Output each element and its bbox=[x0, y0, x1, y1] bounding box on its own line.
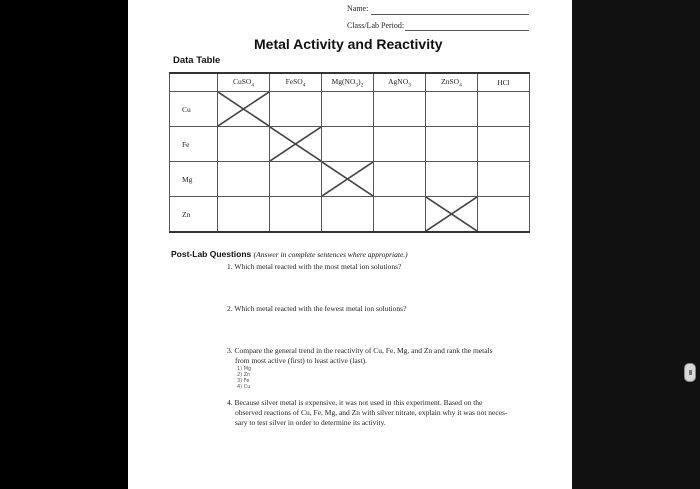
question-text: from most active (first) to least active (last). bbox=[235, 356, 368, 365]
scrollbar-handle[interactable]: III bbox=[684, 363, 696, 382]
observation-cell[interactable] bbox=[218, 127, 270, 162]
table-corner bbox=[170, 73, 218, 92]
column-header-cuso4: CuSO$_4$ bbox=[218, 73, 270, 92]
observation-cell[interactable] bbox=[322, 127, 374, 162]
post-lab-heading bbox=[171, 249, 408, 259]
row-header: Fe bbox=[170, 127, 218, 162]
observation-cell[interactable] bbox=[270, 92, 322, 127]
crossed-cell[interactable] bbox=[426, 197, 478, 233]
name-label: Name: bbox=[347, 4, 369, 13]
question-2 bbox=[227, 304, 406, 314]
crossed-cell[interactable] bbox=[218, 92, 270, 127]
observation-cell[interactable] bbox=[218, 162, 270, 197]
question-text: observed reactions of Cu, Fe, Mg, and Zn with silver nitrate, explain why it was not neces- bbox=[235, 408, 508, 417]
post-lab-title: Post-Lab Questions bbox=[171, 249, 252, 259]
observation-cell[interactable] bbox=[218, 197, 270, 233]
observation-cell[interactable] bbox=[478, 197, 530, 233]
question-4 bbox=[227, 398, 507, 428]
observation-cell[interactable] bbox=[478, 127, 530, 162]
column-header-hcl: HCl bbox=[478, 73, 530, 92]
question-text: Compare the general trend in the reactivity of Cu, Fe, Mg, and Zn and rank the metals bbox=[234, 346, 493, 355]
column-header-feso4: FeSO$_4$ bbox=[270, 73, 322, 92]
observation-cell[interactable] bbox=[322, 197, 374, 233]
observation-cell[interactable] bbox=[322, 92, 374, 127]
question-1 bbox=[227, 262, 401, 272]
table-row bbox=[170, 92, 530, 127]
answer-line: 1) Mg bbox=[237, 366, 252, 372]
observation-cell[interactable] bbox=[374, 92, 426, 127]
data-table-label: Data Table bbox=[173, 55, 221, 66]
name-field[interactable] bbox=[371, 14, 529, 15]
table-row bbox=[170, 127, 530, 162]
post-lab-note: (Answer in complete sentences where appropriate.) bbox=[253, 250, 408, 259]
observation-cell[interactable] bbox=[374, 197, 426, 233]
worksheet-page bbox=[128, 0, 572, 489]
answer-line: 3) Fe bbox=[237, 378, 250, 384]
cross-mark-icon bbox=[426, 197, 477, 231]
question-text: Because silver metal is expensive, it was not used in this experiment. Based on the bbox=[234, 398, 483, 407]
table-row bbox=[170, 162, 530, 197]
question-number: 3. bbox=[227, 346, 233, 355]
observation-cell[interactable] bbox=[374, 127, 426, 162]
observation-cell[interactable] bbox=[426, 127, 478, 162]
table-row bbox=[170, 197, 530, 233]
cross-mark-icon bbox=[322, 162, 373, 196]
class-period-label: Class/Lab Period: bbox=[347, 21, 405, 30]
handwritten-answer bbox=[237, 366, 251, 390]
observation-cell[interactable] bbox=[426, 162, 478, 197]
question-text: Which metal reacted with the most metal ion solutions? bbox=[234, 262, 402, 271]
question-text: Which metal reacted with the fewest metal ion solutions? bbox=[234, 304, 407, 313]
class-period-field[interactable] bbox=[405, 30, 529, 31]
answer-line: 2) Zn bbox=[237, 372, 251, 378]
observation-cell[interactable] bbox=[478, 162, 530, 197]
observation-cell[interactable] bbox=[478, 92, 530, 127]
cross-mark-icon bbox=[270, 127, 321, 161]
row-header: Mg bbox=[170, 162, 218, 197]
row-header: Cu bbox=[170, 92, 218, 127]
question-number: 4. bbox=[227, 398, 233, 407]
question-number: 1. bbox=[227, 262, 233, 271]
column-header-mgno32: $Mg(NO_3)_2$ bbox=[322, 73, 374, 92]
observation-cell[interactable] bbox=[426, 92, 478, 127]
crossed-cell[interactable] bbox=[270, 127, 322, 162]
row-header: Zn bbox=[170, 197, 218, 233]
page-title: Metal Activity and Reactivity bbox=[254, 36, 443, 52]
data-table bbox=[169, 72, 530, 233]
observation-cell[interactable] bbox=[270, 162, 322, 197]
column-header-znso4: ZnSO$_4$ bbox=[426, 73, 478, 92]
column-header-agno3: AgNO$_3$ bbox=[374, 73, 426, 92]
question-number: 2. bbox=[227, 304, 233, 313]
crossed-cell[interactable] bbox=[322, 162, 374, 197]
answer-line: 4) Cu bbox=[237, 384, 251, 390]
question-3 bbox=[227, 346, 493, 366]
observation-cell[interactable] bbox=[270, 197, 322, 233]
viewer-background bbox=[572, 0, 700, 489]
question-text: sary to test silver in order to determine its activity. bbox=[235, 418, 386, 427]
observation-cell[interactable] bbox=[374, 162, 426, 197]
cross-mark-icon bbox=[218, 92, 269, 126]
